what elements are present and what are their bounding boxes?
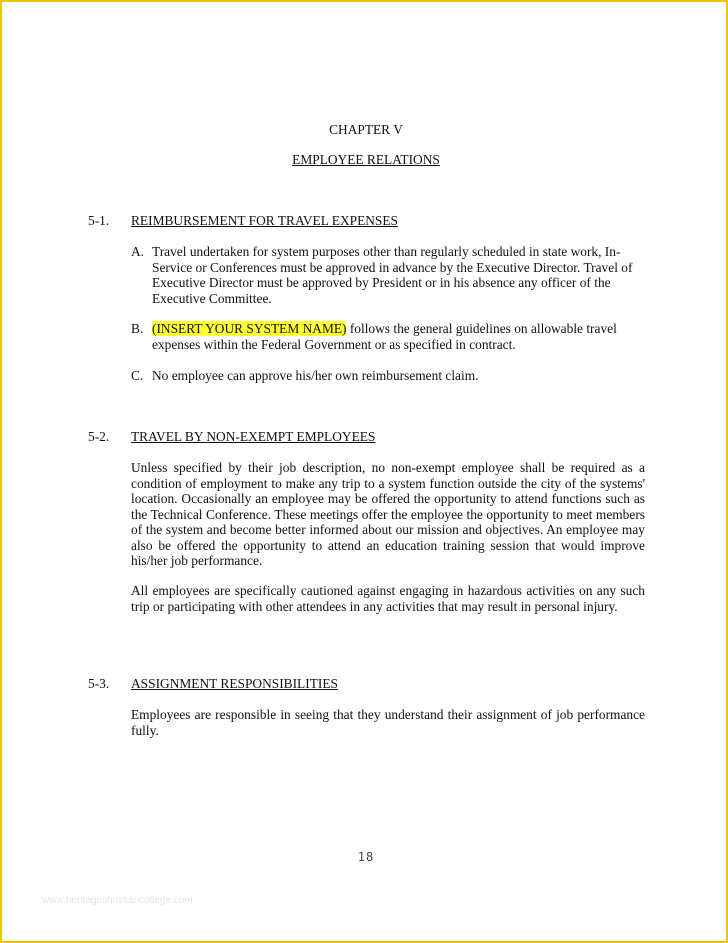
page-number: 18 xyxy=(357,850,375,864)
chapter-heading: CHAPTER V xyxy=(329,122,403,137)
section-heading-5-3 xyxy=(88,676,648,692)
section-title: TRAVEL BY NON-EXEMPT EMPLOYEES xyxy=(131,429,376,444)
list-item-c xyxy=(131,368,645,384)
paragraph: All employees are specifically cautioned against engaging in hazardous activities on any such trip or participating with other attendees in any activities that may result in personal injury. xyxy=(131,583,645,614)
section-number: 5-1. xyxy=(88,213,110,228)
list-item-text-rest: follows the general guidelines on allowable travel expenses within the Federal Government or as specified in contract. xyxy=(152,321,617,352)
list-item-text: No employee can approve his/her own reimbursement claim. xyxy=(152,368,479,383)
list-item-a xyxy=(131,244,645,306)
section-title: REIMBURSEMENT FOR TRAVEL EXPENSES xyxy=(131,213,398,228)
watermark-text: www.heritagechristiancollege.com xyxy=(42,895,193,906)
list-item-letter: B. xyxy=(131,321,144,336)
list-item-text xyxy=(152,321,645,352)
list-item-letter: A. xyxy=(131,244,145,259)
placeholder-highlight: (INSERT YOUR SYSTEM NAME) xyxy=(152,321,347,336)
list-item-b xyxy=(131,321,645,352)
section-heading-5-1 xyxy=(88,213,648,229)
section-number: 5-3. xyxy=(88,676,110,691)
section-number: 5-2. xyxy=(88,429,110,444)
list-item-letter: C. xyxy=(131,368,144,383)
paragraph: Unless specified by their job description, no non-exempt employee shall be required as a condition of employment to make any trip to a system function outside the city of the systems' location. Occasionally an employee may be offered the opportunity to attend functions such as the Technical Conference. These meetings offer the employee the opportunity to meet members of the system and become better informed about our mission and objectives. An employee may also be offered the opportunity to attend an education training session that would improve his/her job performance. xyxy=(131,460,645,568)
section-title: ASSIGNMENT RESPONSIBILITIES xyxy=(131,676,338,691)
section-heading-5-2 xyxy=(88,429,648,445)
chapter-title: EMPLOYEE RELATIONS xyxy=(292,152,440,167)
paragraph: Employees are responsible in seeing that they understand their assignment of job performance fully. xyxy=(131,707,645,738)
list-item-text: Travel undertaken for system purposes other than regularly scheduled in state work, In-Service or Conferences must be approved in advance by the Executive Director. Travel of Executive Director must be approved by President or in his absence any officer of the Executive Committee. xyxy=(152,244,633,306)
